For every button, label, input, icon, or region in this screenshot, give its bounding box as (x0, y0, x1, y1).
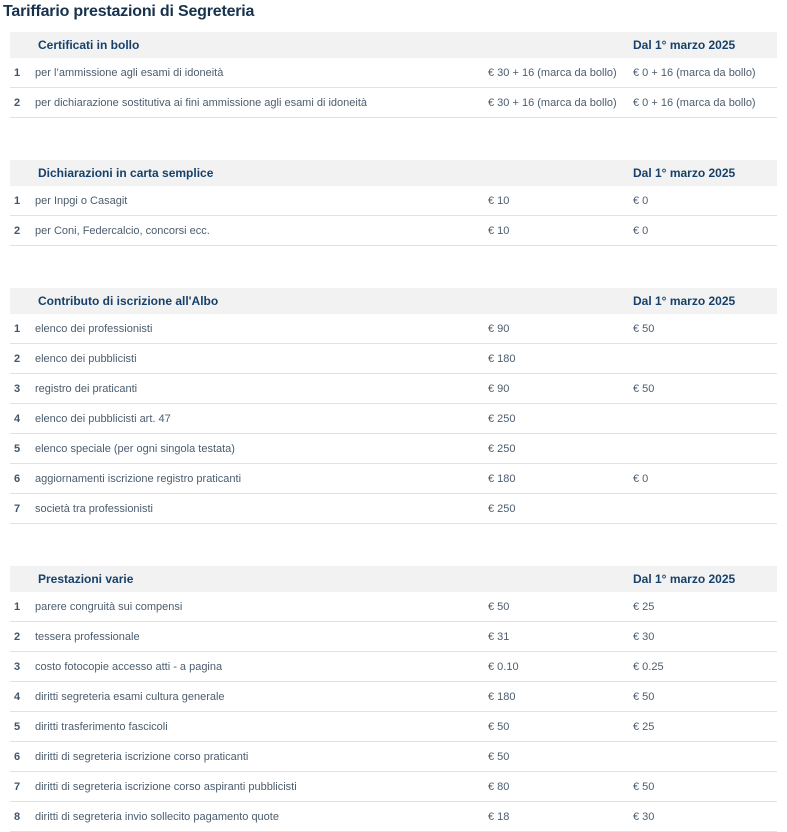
row-number: 5 (14, 442, 21, 455)
table-row (10, 374, 777, 404)
table-row (10, 742, 777, 772)
row-number: 2 (14, 630, 21, 643)
row-number: 2 (14, 224, 21, 237)
table-header-title: Dichiarazioni in carta semplice (38, 166, 214, 180)
row-price: € 30 + 16 (marca da bollo) (488, 66, 617, 79)
row-description: aggiornamenti iscrizione registro praticanti (35, 472, 242, 485)
table-row (10, 216, 777, 246)
table-row (10, 682, 777, 712)
table-row (10, 58, 777, 88)
row-description: per Coni, Federcalcio, concorsi ecc. (35, 224, 210, 237)
row-number: 5 (14, 720, 21, 733)
row-price: € 80 (488, 780, 510, 793)
row-description: tessera professionale (35, 630, 140, 643)
row-price: € 31 (488, 630, 510, 643)
row-price-from-march: € 0 + 16 (marca da bollo) (633, 96, 756, 109)
row-number: 8 (14, 810, 21, 823)
row-number: 2 (14, 96, 21, 109)
row-price: € 50 (488, 600, 510, 613)
table-row (10, 772, 777, 802)
table-header-date-column: Dal 1° marzo 2025 (633, 166, 736, 180)
row-number: 1 (14, 322, 21, 335)
row-price: € 0.10 (488, 660, 519, 673)
row-price-from-march: € 25 (633, 600, 655, 613)
table-header-row (10, 160, 777, 186)
table-row (10, 802, 777, 832)
row-price-from-march: € 0 (633, 224, 649, 237)
row-number: 4 (14, 412, 21, 425)
row-number: 2 (14, 352, 21, 365)
row-price: € 18 (488, 810, 510, 823)
row-description: elenco dei pubblicisti art. 47 (35, 412, 171, 425)
row-number: 6 (14, 750, 21, 763)
table-row (10, 494, 777, 524)
row-description: parere congruità sui compensi (35, 600, 183, 613)
row-description: per dichiarazione sostitutiva ai fini ammissione agli esami di idoneità (35, 96, 367, 109)
row-price: € 90 (488, 322, 510, 335)
row-description: diritti di segreteria iscrizione corso aspiranti pubblicisti (35, 780, 297, 793)
row-price: € 180 (488, 690, 516, 703)
row-price-from-march: € 25 (633, 720, 655, 733)
table-row (10, 88, 777, 118)
table-header-row (10, 288, 777, 314)
row-number: 1 (14, 600, 21, 613)
row-description: per l’ammissione agli esami di idoneità (35, 66, 224, 79)
table-header-date-column: Dal 1° marzo 2025 (633, 294, 736, 308)
row-price: € 30 + 16 (marca da bollo) (488, 96, 617, 109)
row-price: € 180 (488, 472, 516, 485)
row-number: 7 (14, 502, 21, 515)
row-price-from-march: € 30 (633, 630, 655, 643)
row-price: € 10 (488, 194, 510, 207)
row-price: € 10 (488, 224, 510, 237)
row-price-from-march: € 30 (633, 810, 655, 823)
row-price-from-march: € 50 (633, 382, 655, 395)
row-price-from-march: € 50 (633, 322, 655, 335)
table-row (10, 712, 777, 742)
table-row (10, 434, 777, 464)
row-price-from-march: € 50 (633, 780, 655, 793)
row-description: diritti di segreteria iscrizione corso praticanti (35, 750, 249, 763)
table-row (10, 592, 777, 622)
table-row (10, 464, 777, 494)
table-header-title: Prestazioni varie (38, 572, 134, 586)
row-price: € 180 (488, 352, 516, 365)
row-description: diritti segreteria esami cultura generale (35, 690, 225, 703)
row-description: elenco dei professionisti (35, 322, 153, 335)
table-certificati-in-bollo (10, 32, 777, 118)
table-header-date-column: Dal 1° marzo 2025 (633, 38, 736, 52)
row-number: 3 (14, 382, 21, 395)
row-price-from-march: € 0 (633, 194, 649, 207)
row-price: € 50 (488, 750, 510, 763)
row-description: elenco speciale (per ogni singola testata) (35, 442, 235, 455)
table-header-row (10, 32, 777, 58)
row-description: diritti di segreteria invio sollecito pagamento quote (35, 810, 279, 823)
row-price-from-march: € 0.25 (633, 660, 664, 673)
row-number: 3 (14, 660, 21, 673)
row-price: € 90 (488, 382, 510, 395)
row-description: costo fotocopie accesso atti - a pagina (35, 660, 223, 673)
row-description: elenco dei pubblicisti (35, 352, 137, 365)
table-row (10, 622, 777, 652)
table-contributo-iscrizione-albo (10, 288, 777, 524)
table-header-date-column: Dal 1° marzo 2025 (633, 572, 736, 586)
row-number: 4 (14, 690, 21, 703)
row-description: società tra professionisti (35, 502, 153, 515)
row-price-from-march: € 0 (633, 472, 649, 485)
row-price: € 50 (488, 720, 510, 733)
row-number: 1 (14, 194, 21, 207)
row-number: 1 (14, 66, 21, 79)
table-row (10, 186, 777, 216)
row-price-from-march: € 50 (633, 690, 655, 703)
table-header-row (10, 566, 777, 592)
table-header-title: Certificati in bollo (38, 38, 140, 52)
row-price-from-march: € 0 + 16 (marca da bollo) (633, 66, 756, 79)
row-price: € 250 (488, 502, 516, 515)
table-row (10, 652, 777, 682)
row-description: per Inpgi o Casagit (35, 194, 128, 207)
page-title: Tariffario prestazioni di Segreteria (3, 3, 255, 20)
row-price: € 250 (488, 442, 516, 455)
tariff-tables (10, 32, 777, 832)
table-prestazioni-varie (10, 566, 777, 832)
table-row (10, 344, 777, 374)
row-number: 7 (14, 780, 21, 793)
row-description: registro dei praticanti (35, 382, 138, 395)
table-dichiarazioni-carta-semplice (10, 160, 777, 246)
table-row (10, 314, 777, 344)
row-description: diritti trasferimento fascicoli (35, 720, 168, 733)
row-price: € 250 (488, 412, 516, 425)
table-header-title: Contributo di iscrizione all'Albo (38, 294, 219, 308)
row-number: 6 (14, 472, 21, 485)
table-row (10, 404, 777, 434)
